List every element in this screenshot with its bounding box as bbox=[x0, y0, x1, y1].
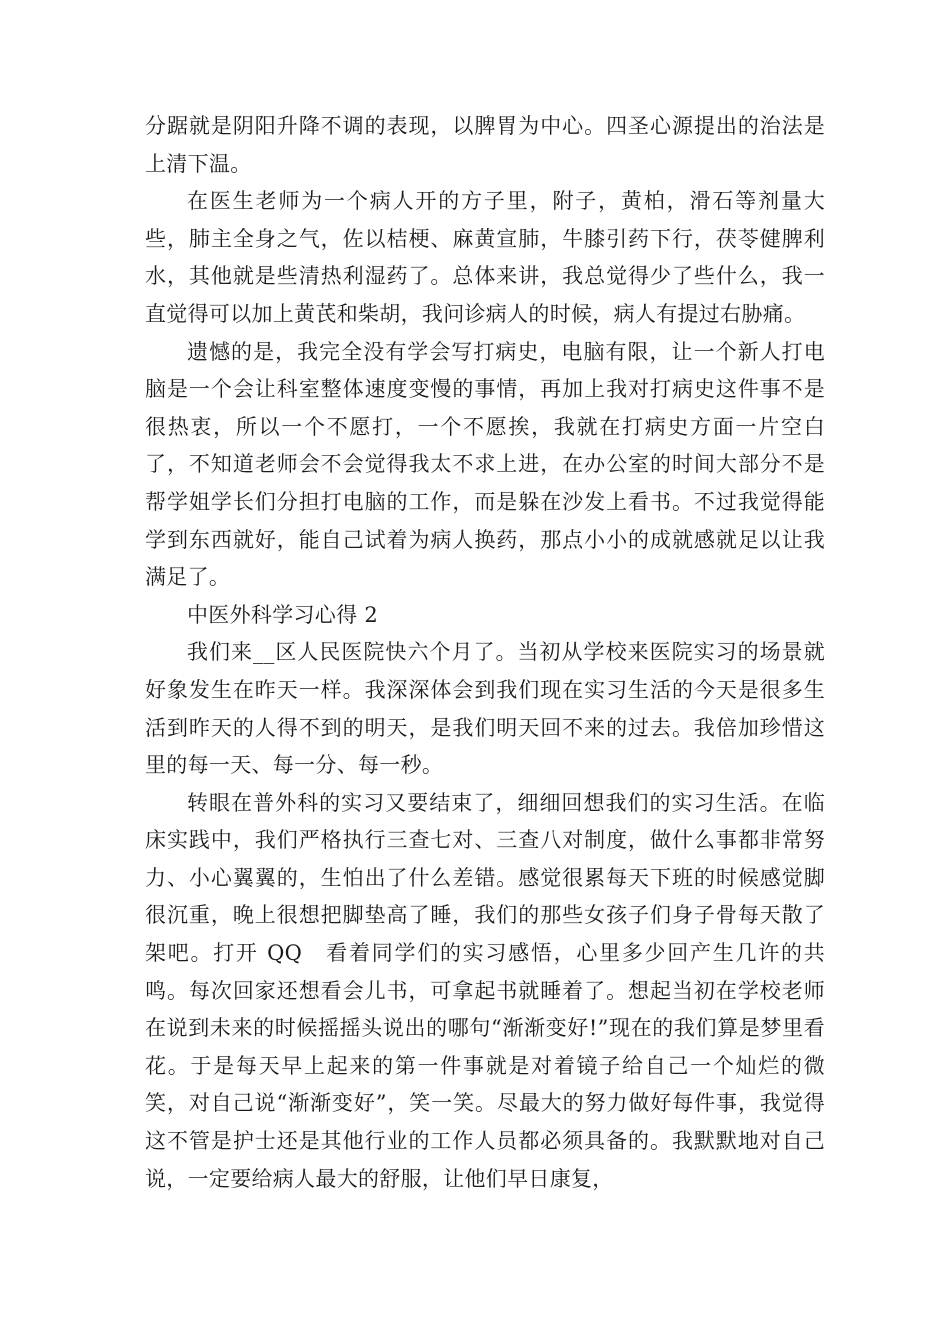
paragraph-1: 分踞就是阴阳升降不调的表现，以脾胃为中心。四圣心源提出的治法是上清下温。 bbox=[145, 114, 825, 176]
paragraph-3: 遗憾的是，我完全没有学会写打病史，电脑有限，让一个新人打电脑是一个会让科室整体速度变慢的事情，再加上我对打病史这件事不是很热衷，所以一个不愿打，一个不愿挨，我就在打病史方面一片空白了，不知道老师会不会觉得我太不求上进，在办公室的时间大部分不是帮学姐学长们分担打电脑的工作，而是躲在沙发上看书。不过我觉得能学到东西就好，能自己试着为病人换药，那点小小的成就感就足以让我满足了。 bbox=[145, 339, 825, 590]
paragraph-5: 转眼在普外科的实习又要结束了，细细回想我们的实习生活。在临床实践中，我们严格执行三查七对、三查八对制度，做什么事都非常努力、小心翼翼的，生怕出了什么差错。感觉很累每天下班的时候感觉脚很沉重，晚上很想把脚垫高了睡，我们的那些女孩子们身子骨每天散了架吧。打开 QQ 看着同学们的实习感悟，心里多少回产生几许的共鸣。每次回家还想看会儿书，可拿起书就睡着了。想起当初在学校老师在说到未来的时候摇摇头说出的哪句“渐渐变好!”现在的我们算是梦里看花。于是每天早上起来的第一件事就是对着镜子给自己一个灿烂的微笑，对自己说“渐渐变好”，笑一笑。尽最大的努力做好每件事，我觉得这不管是护士还是其他行业的工作人员都必须具备的。我默默地对自己说，一定要给病人最大的舒服，让他们早日康复， bbox=[145, 790, 825, 1191]
paragraph-2: 在医生老师为一个病人开的方子里，附子，黄柏，滑石等剂量大些，肺主全身之气，佐以桔梗、麻黄宣肺，牛膝引药下行，茯苓健脾利水，其他就是些清热利湿药了。总体来讲，我总觉得少了些什么，我一直觉得可以加上黄芪和柴胡，我问诊病人的时候，病人有提过右胁痛。 bbox=[145, 189, 825, 326]
paragraph-4: 我们来__区人民医院快六个月了。当初从学校来医院实习的场景就好象发生在昨天一样。我深深体会到我们现在实习生活的今天是很多生活到昨天的人得不到的明天，是我们明天回不来的过去。我倍加珍惜这里的每一天、每一分、每一秒。 bbox=[145, 640, 825, 778]
section-heading: 中医外科学习心得 2 bbox=[187, 602, 379, 627]
document-page bbox=[145, 108, 825, 1198]
